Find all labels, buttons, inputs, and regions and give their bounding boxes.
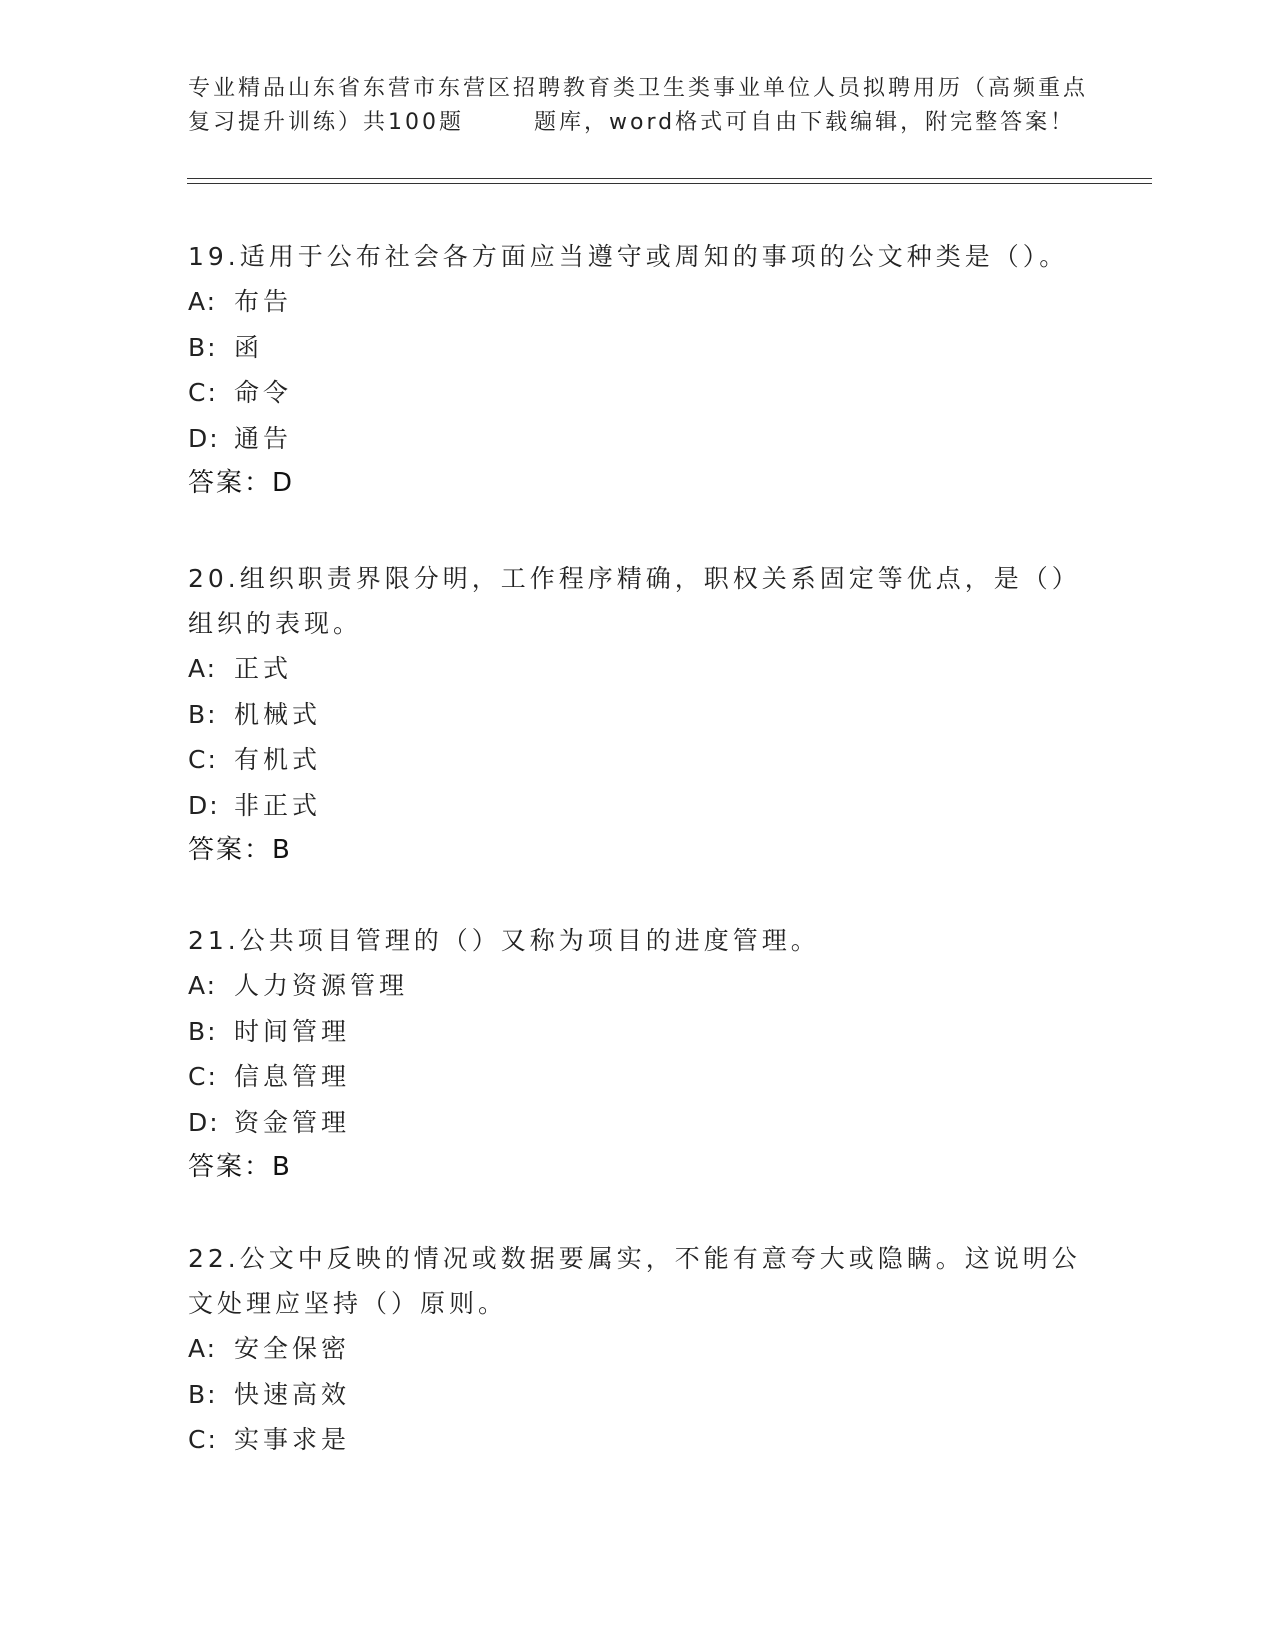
option-text: 命令 (234, 378, 293, 407)
option-key: D: (188, 790, 220, 820)
option-text: 正式 (234, 654, 293, 683)
option-d (188, 416, 1088, 462)
option-a (188, 1326, 1088, 1372)
option-key: B: (188, 699, 218, 729)
option-a (188, 279, 1088, 325)
option-key: A: (188, 654, 218, 683)
option-key: B: (188, 332, 218, 362)
header-title-line-2-part-b: 题库，word格式可自由下载编辑，附完整答案！ (534, 110, 1076, 135)
option-text: 资金管理 (234, 1107, 351, 1137)
option-key: B: (188, 1016, 218, 1046)
question-stem-line-2: 文处理应坚持（）原则。 (188, 1289, 508, 1318)
option-text: 有机式 (234, 745, 322, 774)
option-key: B: (188, 1379, 218, 1409)
option-d (188, 783, 1088, 829)
option-c (188, 1054, 1088, 1100)
option-text: 实事求是 (234, 1425, 351, 1454)
answer-line: 答案：B (188, 835, 292, 865)
header-title-line-2-part-a: 复习提升训练）共100题 (188, 110, 464, 135)
option-key: C: (188, 378, 218, 407)
header-title-line-1: 专业精品山东省东营市东营区招聘教育类卫生类事业单位人员拟聘用历（高频重点 (188, 76, 1089, 101)
option-b (188, 1372, 1088, 1418)
option-text: 通告 (234, 423, 293, 453)
answer-line: 答案：D (188, 468, 295, 498)
question-21 (188, 918, 1088, 1190)
header-title-line-2 (188, 106, 1088, 140)
option-text: 人力资源管理 (234, 971, 409, 1000)
option-c (188, 370, 1088, 416)
option-b (188, 1009, 1088, 1055)
option-key: C: (188, 745, 218, 774)
option-c (188, 1417, 1088, 1463)
option-a (188, 963, 1088, 1009)
document-header (188, 72, 1088, 140)
question-20 (188, 556, 1088, 873)
question-22 (188, 1236, 1088, 1463)
option-text: 信息管理 (234, 1062, 351, 1091)
option-text: 函 (234, 332, 264, 362)
option-a (188, 646, 1088, 692)
option-text: 快速高效 (234, 1379, 351, 1409)
option-key: A: (188, 287, 218, 316)
question-stem-line-1: 20.组织职责界限分明，工作程序精确，职权关系固定等优点，是（） (188, 564, 1081, 593)
option-c (188, 737, 1088, 783)
option-b (188, 325, 1088, 371)
option-text: 安全保密 (234, 1334, 351, 1363)
option-key: D: (188, 1107, 220, 1137)
answer-line: 答案：B (188, 1152, 292, 1182)
option-d (188, 1100, 1088, 1146)
option-key: A: (188, 971, 218, 1000)
question-stem: 21.公共项目管理的（）又称为项目的进度管理。 (188, 926, 820, 955)
option-text: 机械式 (234, 699, 322, 729)
option-text: 非正式 (234, 790, 322, 820)
question-stem: 19.适用于公布社会各方面应当遵守或周知的事项的公文种类是（）。 (188, 242, 1069, 271)
question-stem-line-1: 22.公文中反映的情况或数据要属实，不能有意夸大或隐瞒。这说明公 (188, 1244, 1081, 1273)
option-b (188, 692, 1088, 738)
question-stem-line-2: 组织的表现。 (188, 609, 363, 638)
option-key: C: (188, 1062, 218, 1091)
header-divider-bottom (187, 183, 1152, 184)
header-divider-top (187, 178, 1152, 179)
option-text: 时间管理 (234, 1016, 351, 1046)
option-key: C: (188, 1425, 218, 1454)
option-key: D: (188, 423, 220, 453)
option-key: A: (188, 1334, 218, 1363)
question-19 (188, 234, 1088, 506)
option-text: 布告 (234, 287, 293, 316)
